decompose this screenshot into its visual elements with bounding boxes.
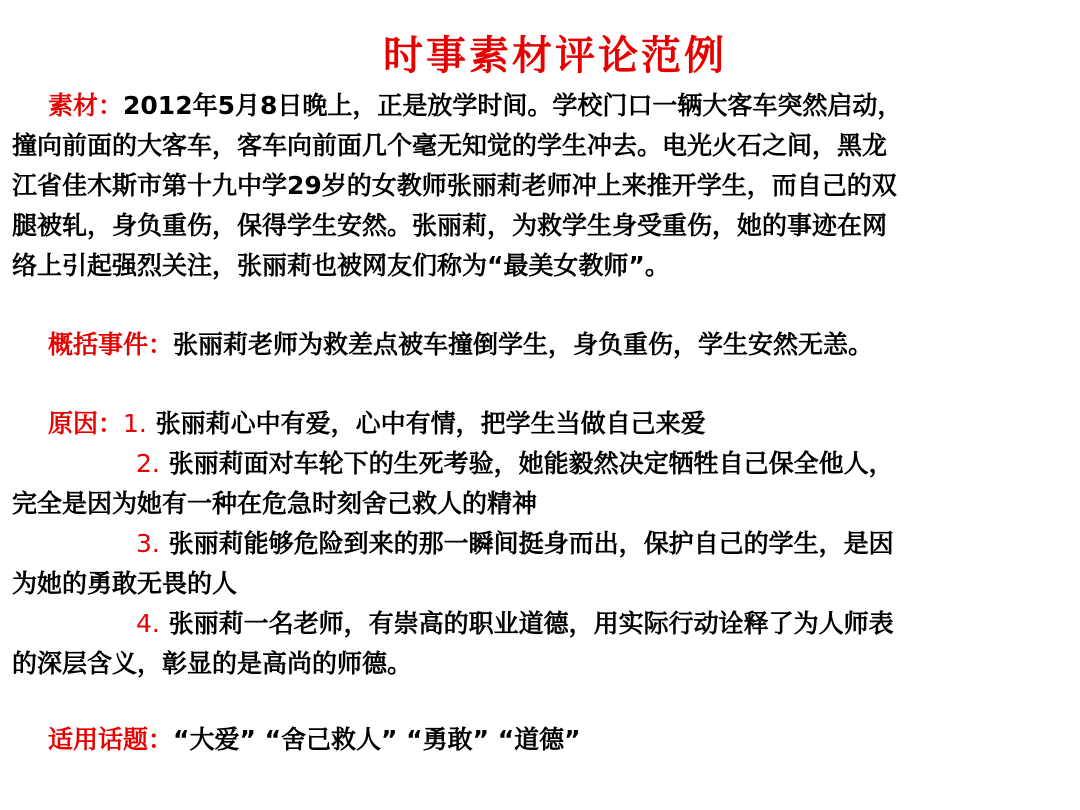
- reasons-paragraph: [12, 404, 1070, 684]
- material-line-4: 腿被轧，身负重伤，保得学生安然。张丽莉，为救学生身受重伤，她的事迹在网: [12, 211, 888, 240]
- reasons-label: 原因：: [48, 409, 124, 438]
- reason-1-number: 1.: [123, 409, 147, 438]
- reason-4-line-1: [12, 604, 1070, 644]
- page-title: 时事素材评论范例: [383, 32, 727, 79]
- reason-4-number: 4.: [136, 609, 160, 638]
- summary-paragraph: [12, 325, 1070, 365]
- material-text-1: 2012年5月8日晚上，正是放学时间。学校门口一辆大客车突然启动，: [123, 91, 903, 120]
- summary-label: 概括事件：: [48, 330, 174, 359]
- reason-3-line-2: 为她的勇敢无畏的人: [12, 569, 238, 598]
- reason-3-number: 3.: [136, 529, 160, 558]
- reason-3-text-1: 张丽莉能够危险到来的那一瞬间挺身而出，保护自己的学生，是因: [159, 529, 894, 558]
- reason-2-line-1: [12, 444, 1070, 484]
- topics-text: “大爱” “舍己救人” “勇敢” “道德”: [173, 725, 581, 754]
- reason-3-line-1: [12, 524, 1070, 564]
- material-line-5: 络上引起强烈关注，张丽莉也被网友们称为“最美女教师”。: [12, 251, 670, 280]
- reason-4-line-2: 的深层含义，彰显的是高尚的师德。: [12, 649, 413, 678]
- reason-1: [12, 404, 1070, 444]
- reason-1-text: 张丽莉心中有爱，心中有情，把学生当做自己来爱: [146, 409, 706, 438]
- topics-line: [12, 720, 1070, 760]
- reason-2-text-1: 张丽莉面对车轮下的生死考验，她能毅然决定牺牲自己保全他人，: [159, 449, 894, 478]
- material-line-3: 江省佳木斯市第十九中学29岁的女教师张丽莉老师冲上来推开学生，而自己的双: [12, 171, 897, 200]
- material-line-2: 撞向前面的大客车，客车向前面几个毫无知觉的学生冲去。电光火石之间，黑龙: [12, 131, 888, 160]
- material-label: 素材：: [48, 91, 124, 120]
- reason-4-text-1: 张丽莉一名老师，有崇高的职业道德，用实际行动诠释了为人师表: [159, 609, 894, 638]
- topics-label: 适用话题：: [48, 725, 174, 754]
- reason-2-number: 2.: [136, 449, 160, 478]
- topics-paragraph: [12, 720, 1070, 760]
- summary-text: 张丽莉老师为救差点被车撞倒学生，身负重伤，学生安然无恙。: [173, 330, 874, 359]
- summary-line: [12, 325, 1070, 365]
- material-line-1: [12, 86, 1070, 126]
- reason-2-line-2: 完全是因为她有一种在危急时刻舍己救人的精神: [12, 489, 538, 518]
- material-paragraph: [12, 86, 1070, 286]
